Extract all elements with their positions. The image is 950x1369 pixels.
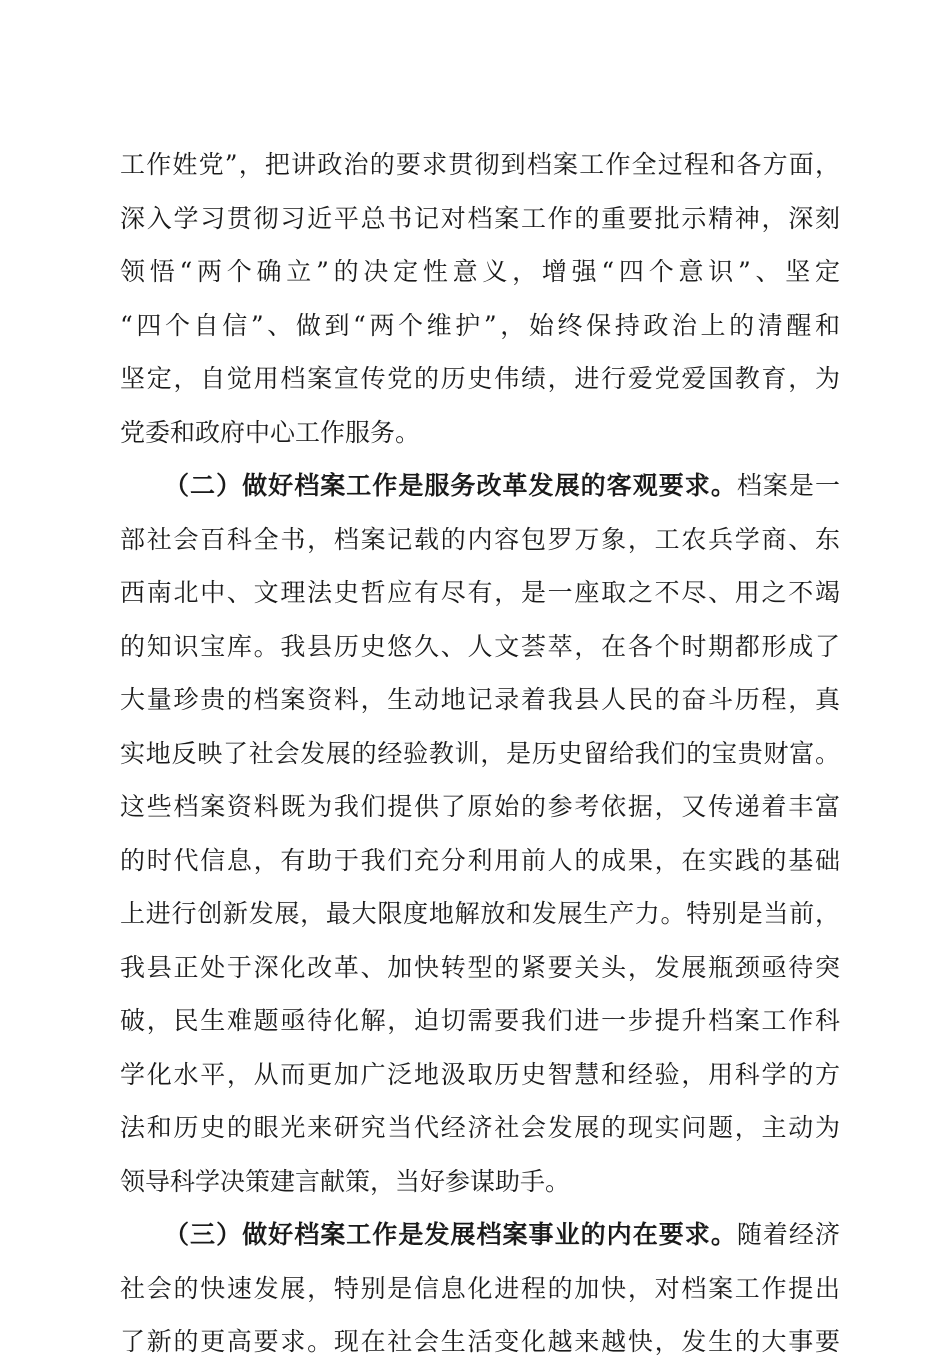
section-heading-2: （二）做好档案工作是服务改革发展的客观要求。 [164,471,737,500]
text-line: 实地反映了社会发展的经验教训，是历史留给我们的宝贵财富。 [120,738,840,768]
document-page [120,138,840,1369]
text-run: 随着经济 [736,1220,840,1249]
text-line: 法和历史的眼光来研究当代经济社会发展的现实问题，主动为 [120,1113,840,1142]
text-line: 党委和政府中心工作服务。 [120,417,421,447]
text-line: 破，民生难题亟待化解，迫切需要我们进一步提升档案工作科 [120,1006,840,1035]
text-line: 社会的快速发展，特别是信息化进程的加快，对档案工作提出 [120,1273,840,1303]
section-heading-3: （三）做好档案工作是发展档案事业的内在要求。 [164,1220,737,1249]
text-line: 我县正处于深化改革、加快转型的紧要关头，发展瓶颈亟待突 [120,952,840,982]
text-line: 的时代信息，有助于我们充分利用前人的成果，在实践的基础 [120,845,840,875]
paragraph-2 [120,459,840,1208]
text-line: 领导科学决策建言献策，当好参谋助手。 [120,1166,571,1196]
text-line: 领悟“两个确立”的决定性意义，增强“四个意识”、坚定 [120,257,841,286]
paragraph-1 [120,138,840,459]
text-line: 上进行创新发展，最大限度地解放和发展生产力。特别是当前， [120,899,840,928]
text-line: “四个自信”、做到“两个维护”，始终保持政治上的清醒和 [120,310,840,340]
text-line: 西南北中、文理法史哲应有尽有，是一座取之不尽、用之不竭 [120,578,840,607]
text-line: 坚定，自觉用档案宣传党的历史伟绩，进行爱党爱国教育，为 [120,364,840,393]
text-line: 了新的更高要求。现在社会生活变化越来越快，发生的大事要 [120,1327,840,1356]
text-line: 这些档案资料既为我们提供了原始的参考依据，又传递着丰富 [120,792,840,821]
text-line: 深入学习贯彻习近平总书记对档案工作的重要批示精神，深刻 [120,203,840,233]
text-run: 档案是一 [736,471,840,500]
paragraph-3 [120,1208,840,1369]
text-line: 学化水平，从而更加广泛地汲取历史智慧和经验，用科学的方 [120,1059,840,1089]
text-line: 大量珍贵的档案资料，生动地记录着我县人民的奋斗历程，真 [120,685,840,714]
paragraph-2-first-line [120,459,840,513]
text-line: 的知识宝库。我县历史悠久、人文荟萃，在各个时期都形成了 [120,631,840,661]
text-line: 工作姓党”，把讲政治的要求贯彻到档案工作全过程和各方面， [120,150,840,179]
text-line: 部社会百科全书，档案记载的内容包罗万象，工农兵学商、东 [120,524,840,554]
paragraph-3-first-line [120,1208,840,1262]
